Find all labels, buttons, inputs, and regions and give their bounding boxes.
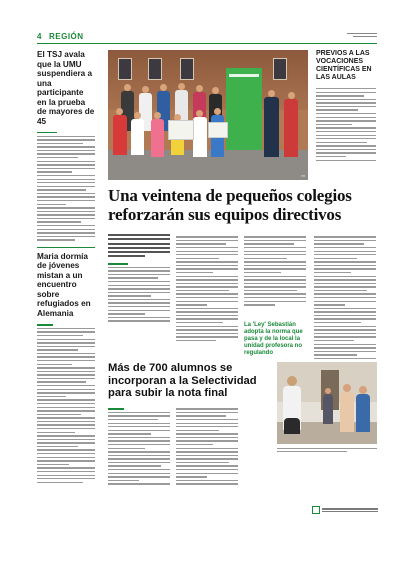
child xyxy=(131,119,144,155)
sidebar-text xyxy=(316,88,376,161)
photo-caption xyxy=(277,446,377,454)
person-head xyxy=(178,83,185,90)
child-head xyxy=(154,112,161,119)
left-story-1-text xyxy=(37,132,95,241)
child xyxy=(193,117,207,157)
left-story-2-headline: Maria dormía de jóvenes mistan a un encuentro sobre refugiados en Alemania xyxy=(37,251,91,318)
person-head xyxy=(124,84,131,91)
main-lead xyxy=(108,232,170,324)
students-photo xyxy=(277,362,377,444)
handmade-sign xyxy=(208,122,228,138)
second-story-headline: Más de 700 alumnos se incorporan a la Selectividad para subir la nota final xyxy=(108,362,257,399)
adult-head xyxy=(268,90,275,97)
student xyxy=(356,394,370,432)
photo-window xyxy=(118,58,132,80)
photo-credit-mark: ▪▪▪ xyxy=(301,174,305,178)
main-story-column-3 xyxy=(244,234,306,308)
header-rule xyxy=(37,43,377,44)
section-name: REGIÓN xyxy=(49,32,84,41)
adult-head xyxy=(288,92,295,99)
pull-quote: La 'Ley' Sebastián adopta la norma que pasa y de la local la unidad profesora no regulando xyxy=(244,322,303,356)
main-headline: Una veintena de pequeños colegios reforzarán sus equipos directivos xyxy=(108,186,352,224)
right-sidebar xyxy=(316,50,376,163)
child xyxy=(113,115,127,155)
student-shorts xyxy=(284,418,300,434)
sidebar-headline: PREVIOS A LAS VOCACIONES CIENTÍFICAS EN LAS AULAS xyxy=(316,50,372,81)
person-head xyxy=(212,87,219,94)
child xyxy=(151,119,164,157)
second-story-column-2 xyxy=(176,406,238,487)
left-column xyxy=(37,50,95,485)
child-head xyxy=(116,108,123,115)
photo-window xyxy=(180,58,194,80)
person-head xyxy=(196,85,203,92)
adult xyxy=(284,99,298,157)
left-story-2-text xyxy=(37,324,95,483)
person-head xyxy=(142,86,149,93)
student xyxy=(323,394,333,424)
photo-window xyxy=(273,58,287,80)
left-column-divider xyxy=(37,247,95,248)
page-header xyxy=(37,32,377,46)
adult-suit xyxy=(264,97,279,157)
second-story-column-1 xyxy=(108,406,170,487)
student xyxy=(340,392,354,432)
student-head xyxy=(287,376,297,386)
child-head xyxy=(196,110,203,117)
handmade-sign xyxy=(168,120,194,140)
child-head xyxy=(134,112,141,119)
person-head xyxy=(160,84,167,91)
photo-window xyxy=(148,58,162,80)
footer-logo-icon xyxy=(312,506,320,514)
left-story-1-headline: El TSJ avala que la UMU suspendiera a una participante en la prueba de mayores de 45 xyxy=(37,50,95,126)
main-story-column-4 xyxy=(314,234,376,361)
group-photo xyxy=(108,50,308,180)
page-number: 4 xyxy=(37,32,42,41)
student-head xyxy=(343,384,351,392)
child-head xyxy=(214,108,221,115)
student-head xyxy=(359,386,367,394)
main-story-column-2 xyxy=(176,234,238,344)
footer-logo xyxy=(312,506,378,514)
header-date-block xyxy=(347,32,377,37)
